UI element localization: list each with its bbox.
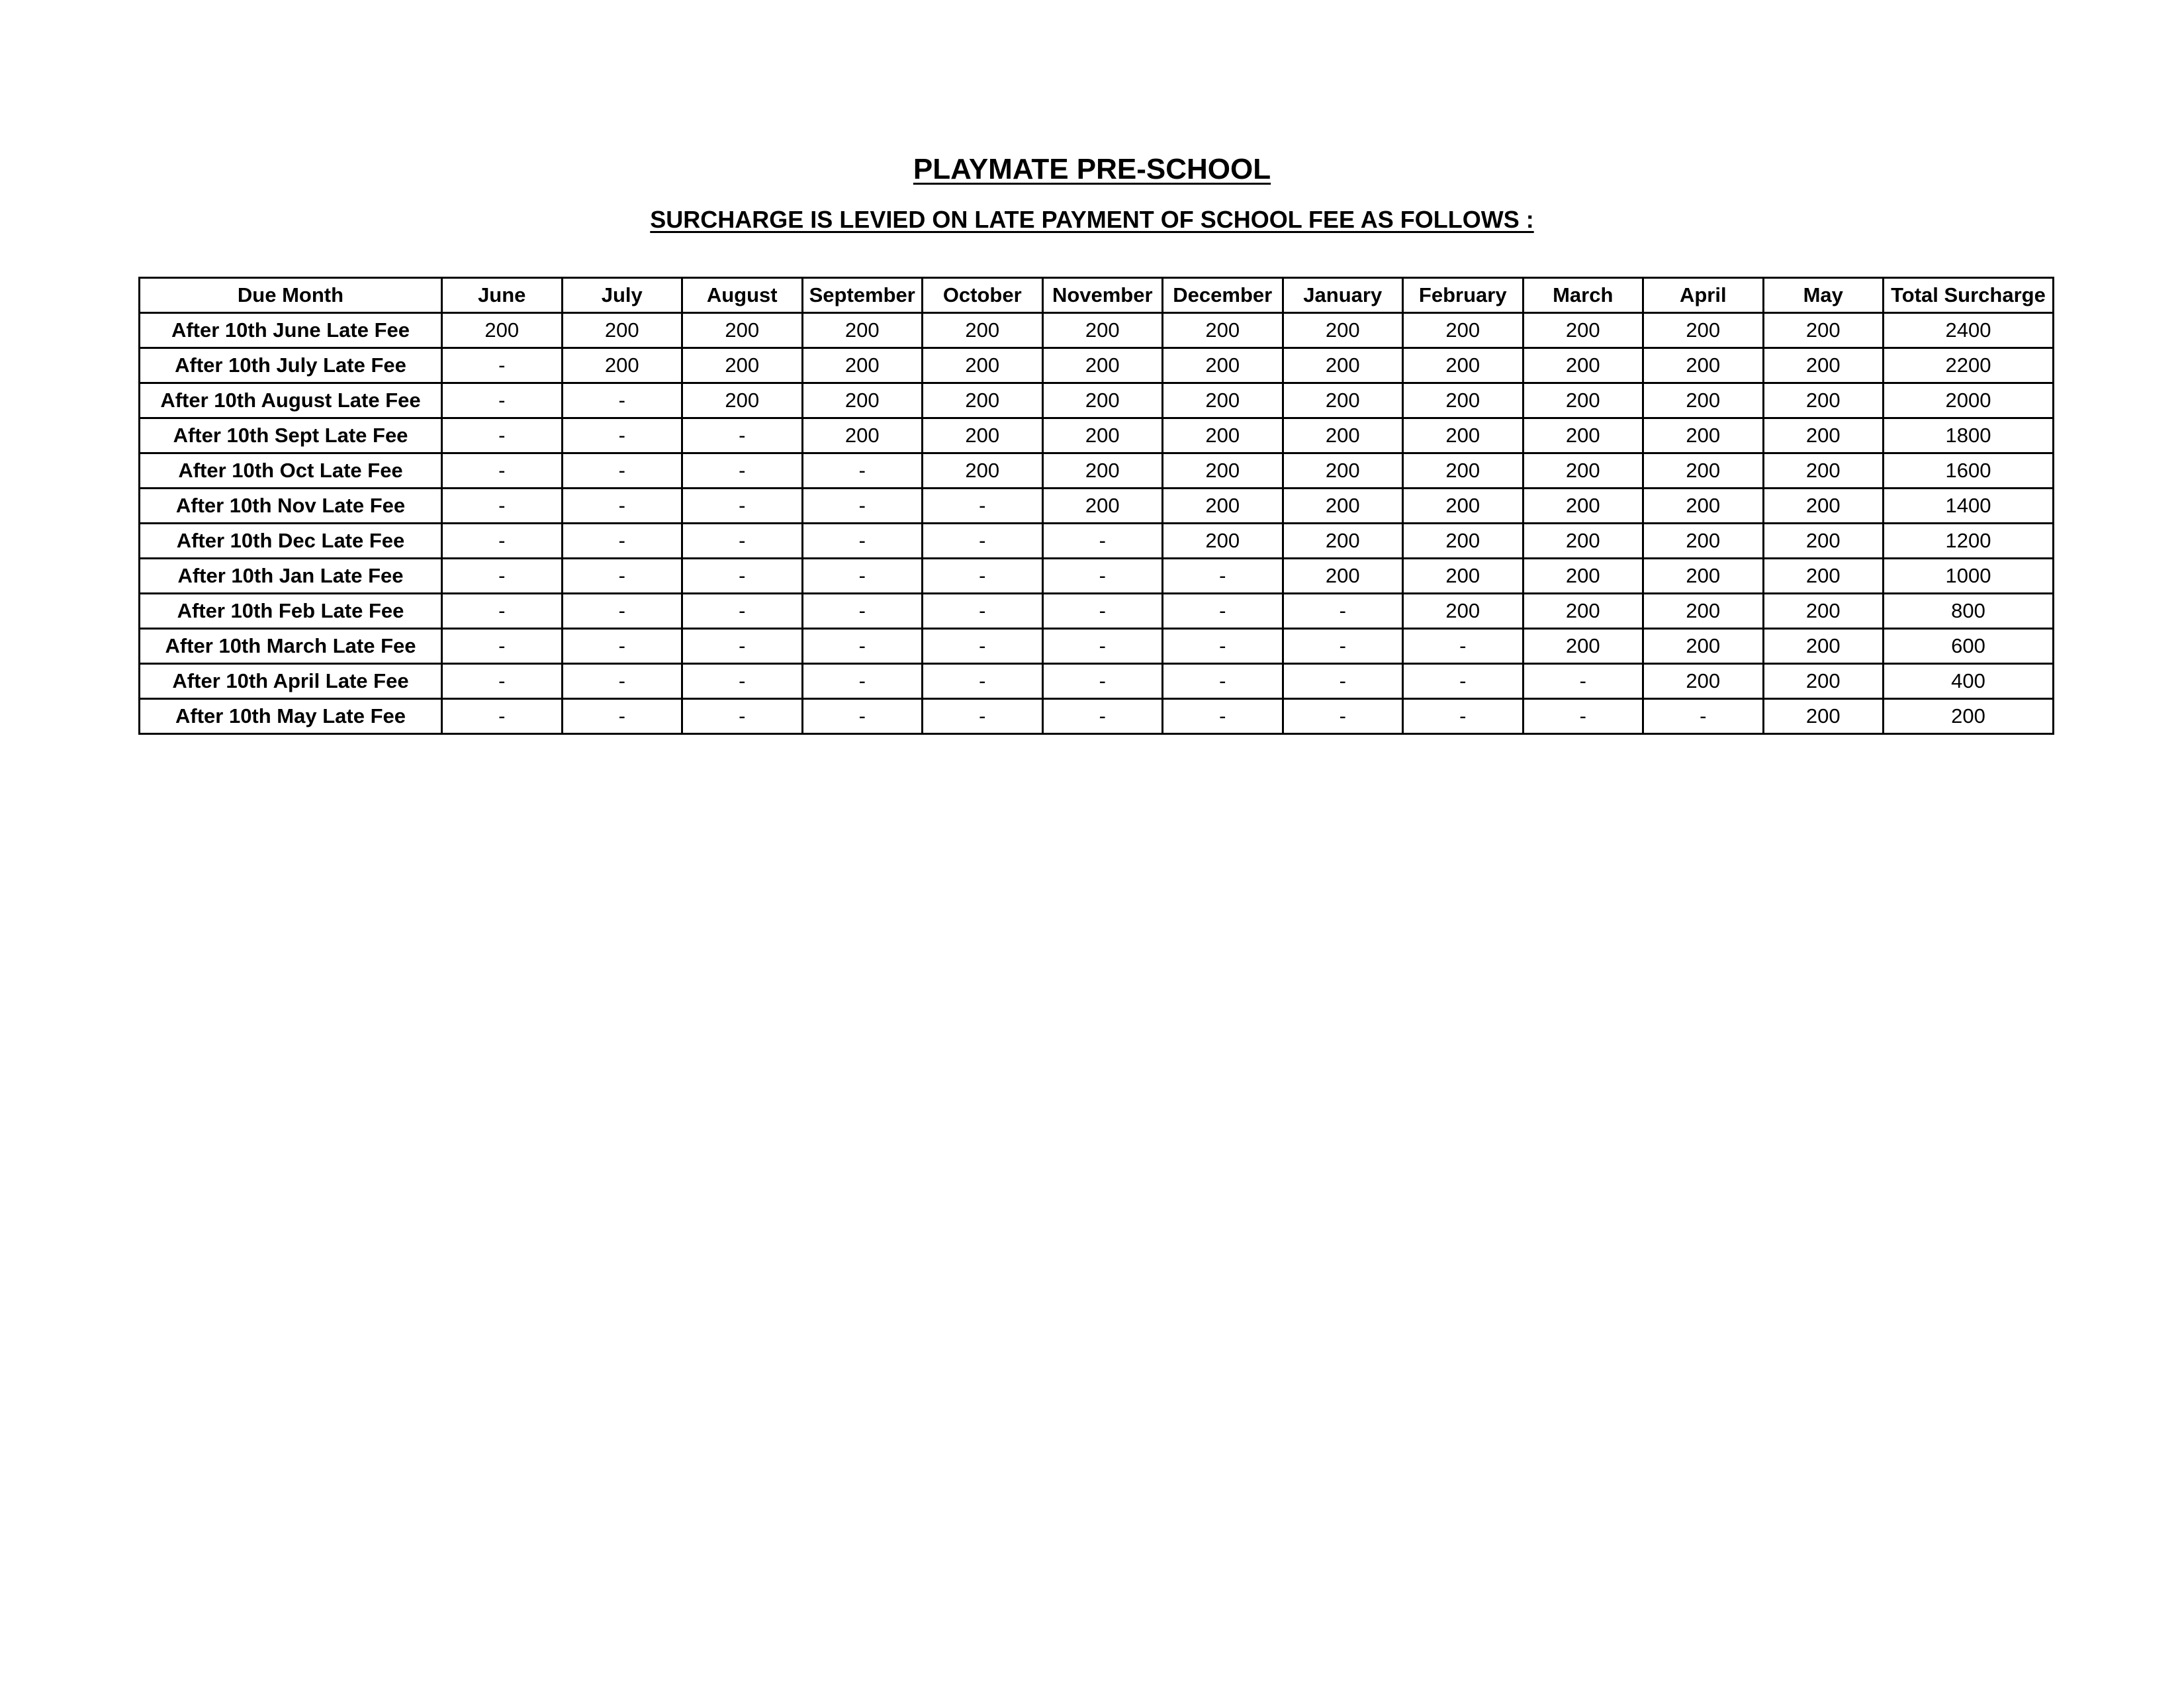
row-label: After 10th August Late Fee — [140, 383, 442, 418]
fee-cell: - — [1163, 594, 1283, 629]
fee-cell: 200 — [1763, 313, 1884, 348]
fee-cell: 200 — [802, 418, 923, 453]
column-header: Total Surcharge — [1884, 278, 2054, 313]
fee-cell: 200 — [1163, 524, 1283, 559]
fee-cell: 200 — [1163, 489, 1283, 524]
table-body — [140, 313, 2054, 734]
row-label: After 10th April Late Fee — [140, 664, 442, 699]
fee-cell: 200 — [1523, 383, 1643, 418]
fee-cell: - — [1283, 664, 1403, 699]
fee-cell: - — [562, 489, 682, 524]
fee-cell: 200 — [1643, 629, 1764, 664]
total-surcharge-cell: 800 — [1884, 594, 2054, 629]
fee-cell: 200 — [1042, 313, 1163, 348]
fee-cell: 200 — [1283, 348, 1403, 383]
table-row — [140, 699, 2054, 734]
row-label: After 10th March Late Fee — [140, 629, 442, 664]
fee-cell: - — [682, 664, 803, 699]
fee-cell: 200 — [1523, 418, 1643, 453]
fee-cell: 200 — [682, 313, 803, 348]
fee-cell: - — [682, 453, 803, 489]
fee-cell: - — [1163, 699, 1283, 734]
column-header: January — [1283, 278, 1403, 313]
table-row — [140, 313, 2054, 348]
table-row — [140, 524, 2054, 559]
row-label: After 10th Sept Late Fee — [140, 418, 442, 453]
fee-cell: 200 — [1523, 453, 1643, 489]
fee-cell: 200 — [1163, 348, 1283, 383]
fee-cell: - — [682, 524, 803, 559]
fee-cell: 200 — [1163, 418, 1283, 453]
fee-cell: 200 — [682, 348, 803, 383]
fee-cell: 200 — [1042, 489, 1163, 524]
fee-cell: - — [682, 489, 803, 524]
column-header: July — [562, 278, 682, 313]
column-header: February — [1403, 278, 1524, 313]
row-label: After 10th Oct Late Fee — [140, 453, 442, 489]
fee-cell: 200 — [1163, 313, 1283, 348]
fee-cell: 200 — [1763, 559, 1884, 594]
table-row — [140, 559, 2054, 594]
document-subtitle: SURCHARGE IS LEVIED ON LATE PAYMENT OF SCHOOL FEE AS FOLLOWS : — [650, 206, 1534, 233]
fee-cell: - — [923, 629, 1043, 664]
total-surcharge-cell: 1600 — [1884, 453, 2054, 489]
fee-cell: - — [1283, 594, 1403, 629]
fee-cell: 200 — [1523, 524, 1643, 559]
fee-cell: - — [562, 453, 682, 489]
fee-cell: - — [1403, 664, 1524, 699]
total-surcharge-cell: 1400 — [1884, 489, 2054, 524]
fee-cell: - — [562, 418, 682, 453]
fee-cell: - — [923, 489, 1043, 524]
total-surcharge-cell: 1200 — [1884, 524, 2054, 559]
fee-cell: - — [1042, 524, 1163, 559]
fee-cell: 200 — [1643, 348, 1764, 383]
fee-cell: - — [1523, 699, 1643, 734]
fee-cell: 200 — [1283, 453, 1403, 489]
fee-cell: 200 — [1643, 383, 1764, 418]
fee-cell: 200 — [923, 383, 1043, 418]
table-row — [140, 594, 2054, 629]
fee-cell: - — [802, 453, 923, 489]
fee-cell: 200 — [1523, 559, 1643, 594]
fee-cell: 200 — [923, 313, 1043, 348]
fee-cell: 200 — [1763, 594, 1884, 629]
fee-cell: 200 — [1763, 524, 1884, 559]
fee-cell: - — [923, 524, 1043, 559]
fee-cell: 200 — [1643, 524, 1764, 559]
fee-cell: 200 — [1042, 453, 1163, 489]
fee-cell: - — [802, 559, 923, 594]
fee-cell: 200 — [1283, 524, 1403, 559]
fee-cell: 200 — [1763, 629, 1884, 664]
fee-cell: - — [682, 594, 803, 629]
fee-cell: - — [1283, 629, 1403, 664]
fee-cell: - — [923, 699, 1043, 734]
document-title: PLAYMATE PRE-SCHOOL — [913, 153, 1271, 185]
fee-cell: - — [1163, 629, 1283, 664]
fee-cell: 200 — [1403, 348, 1524, 383]
fee-cell: 200 — [1523, 594, 1643, 629]
fee-cell: - — [1643, 699, 1764, 734]
fee-cell: - — [1042, 664, 1163, 699]
fee-cell: 200 — [1403, 313, 1524, 348]
fee-cell: - — [442, 594, 563, 629]
fee-cell: - — [442, 629, 563, 664]
total-surcharge-cell: 2200 — [1884, 348, 2054, 383]
fee-cell: - — [1403, 699, 1524, 734]
row-label: After 10th July Late Fee — [140, 348, 442, 383]
fee-cell: - — [923, 594, 1043, 629]
fee-cell: - — [802, 524, 923, 559]
fee-cell: - — [682, 629, 803, 664]
fee-cell: 200 — [1403, 594, 1524, 629]
fee-cell: 200 — [1042, 383, 1163, 418]
column-header: November — [1042, 278, 1163, 313]
fee-cell: 200 — [1763, 664, 1884, 699]
fee-cell: - — [562, 629, 682, 664]
fee-cell: 200 — [1042, 418, 1163, 453]
fee-cell: - — [802, 629, 923, 664]
fee-cell: 200 — [1643, 418, 1764, 453]
table-row — [140, 664, 2054, 699]
column-header: August — [682, 278, 803, 313]
fee-cell: - — [802, 699, 923, 734]
total-surcharge-cell: 1000 — [1884, 559, 2054, 594]
surcharge-table — [138, 277, 2054, 735]
column-header: December — [1163, 278, 1283, 313]
fee-cell: 200 — [442, 313, 563, 348]
fee-cell: 200 — [923, 418, 1043, 453]
fee-cell: - — [1042, 699, 1163, 734]
fee-cell: 200 — [1163, 453, 1283, 489]
total-surcharge-cell: 400 — [1884, 664, 2054, 699]
fee-cell: - — [442, 489, 563, 524]
row-label: After 10th Jan Late Fee — [140, 559, 442, 594]
fee-cell: 200 — [1643, 664, 1764, 699]
fee-cell: 200 — [562, 313, 682, 348]
total-surcharge-cell: 200 — [1884, 699, 2054, 734]
row-label: After 10th May Late Fee — [140, 699, 442, 734]
table-row — [140, 629, 2054, 664]
fee-cell: 200 — [1763, 348, 1884, 383]
fee-cell: - — [442, 348, 563, 383]
fee-cell: - — [1403, 629, 1524, 664]
fee-cell: 200 — [1523, 313, 1643, 348]
fee-cell: 200 — [1763, 453, 1884, 489]
fee-cell: - — [562, 594, 682, 629]
fee-cell: - — [442, 524, 563, 559]
column-header: October — [923, 278, 1043, 313]
table-row — [140, 348, 2054, 383]
fee-cell: 200 — [1163, 383, 1283, 418]
fee-cell: - — [1523, 664, 1643, 699]
fee-cell: 200 — [1763, 699, 1884, 734]
fee-cell: - — [442, 559, 563, 594]
fee-cell: - — [562, 383, 682, 418]
fee-cell: - — [1163, 559, 1283, 594]
total-surcharge-cell: 2000 — [1884, 383, 2054, 418]
fee-cell: 200 — [1403, 559, 1524, 594]
column-header: September — [802, 278, 923, 313]
fee-cell: - — [562, 699, 682, 734]
table-row — [140, 418, 2054, 453]
fee-cell: - — [442, 383, 563, 418]
table-row — [140, 453, 2054, 489]
fee-cell: - — [1042, 559, 1163, 594]
fee-cell: 200 — [1523, 629, 1643, 664]
fee-cell: - — [442, 418, 563, 453]
fee-cell: 200 — [1283, 418, 1403, 453]
fee-cell: 200 — [802, 348, 923, 383]
fee-cell: 200 — [1283, 559, 1403, 594]
fee-cell: 200 — [1763, 383, 1884, 418]
fee-cell: 200 — [1643, 453, 1764, 489]
table-header-row — [140, 278, 2054, 313]
row-label: After 10th Feb Late Fee — [140, 594, 442, 629]
fee-cell: 200 — [923, 453, 1043, 489]
column-header: June — [442, 278, 563, 313]
row-label: After 10th Nov Late Fee — [140, 489, 442, 524]
fee-cell: 200 — [1403, 489, 1524, 524]
fee-cell: 200 — [1643, 559, 1764, 594]
fee-cell: - — [442, 699, 563, 734]
fee-cell: 200 — [802, 383, 923, 418]
column-header: March — [1523, 278, 1643, 313]
fee-cell: 200 — [1042, 348, 1163, 383]
fee-cell: 200 — [1283, 383, 1403, 418]
fee-cell: 200 — [562, 348, 682, 383]
column-header: April — [1643, 278, 1764, 313]
fee-cell: - — [562, 559, 682, 594]
fee-cell: 200 — [1403, 453, 1524, 489]
fee-cell: 200 — [1763, 489, 1884, 524]
fee-cell: 200 — [923, 348, 1043, 383]
fee-cell: - — [562, 664, 682, 699]
table-row — [140, 489, 2054, 524]
fee-cell: - — [1283, 699, 1403, 734]
fee-cell: 200 — [1523, 348, 1643, 383]
fee-cell: 200 — [1643, 313, 1764, 348]
fee-cell: 200 — [1283, 313, 1403, 348]
row-label: After 10th June Late Fee — [140, 313, 442, 348]
fee-cell: - — [802, 489, 923, 524]
fee-cell: 200 — [1643, 489, 1764, 524]
column-header: May — [1763, 278, 1884, 313]
fee-cell: - — [442, 664, 563, 699]
fee-cell: 200 — [1403, 418, 1524, 453]
fee-cell: 200 — [1763, 418, 1884, 453]
fee-cell: 200 — [1403, 524, 1524, 559]
total-surcharge-cell: 600 — [1884, 629, 2054, 664]
fee-cell: - — [682, 559, 803, 594]
total-surcharge-cell: 2400 — [1884, 313, 2054, 348]
fee-cell: - — [1042, 629, 1163, 664]
fee-cell: - — [923, 664, 1043, 699]
fee-cell: - — [923, 559, 1043, 594]
total-surcharge-cell: 1800 — [1884, 418, 2054, 453]
fee-cell: - — [562, 524, 682, 559]
fee-cell: - — [682, 699, 803, 734]
fee-cell: 200 — [1523, 489, 1643, 524]
fee-cell: 200 — [1643, 594, 1764, 629]
fee-cell: - — [1163, 664, 1283, 699]
fee-cell: 200 — [802, 313, 923, 348]
table-row — [140, 383, 2054, 418]
fee-cell: 200 — [682, 383, 803, 418]
fee-cell: 200 — [1283, 489, 1403, 524]
fee-cell: - — [802, 664, 923, 699]
fee-cell: - — [802, 594, 923, 629]
fee-cell: - — [1042, 594, 1163, 629]
fee-cell: - — [442, 453, 563, 489]
row-label: After 10th Dec Late Fee — [140, 524, 442, 559]
column-header: Due Month — [140, 278, 442, 313]
fee-cell: 200 — [1403, 383, 1524, 418]
fee-cell: - — [682, 418, 803, 453]
